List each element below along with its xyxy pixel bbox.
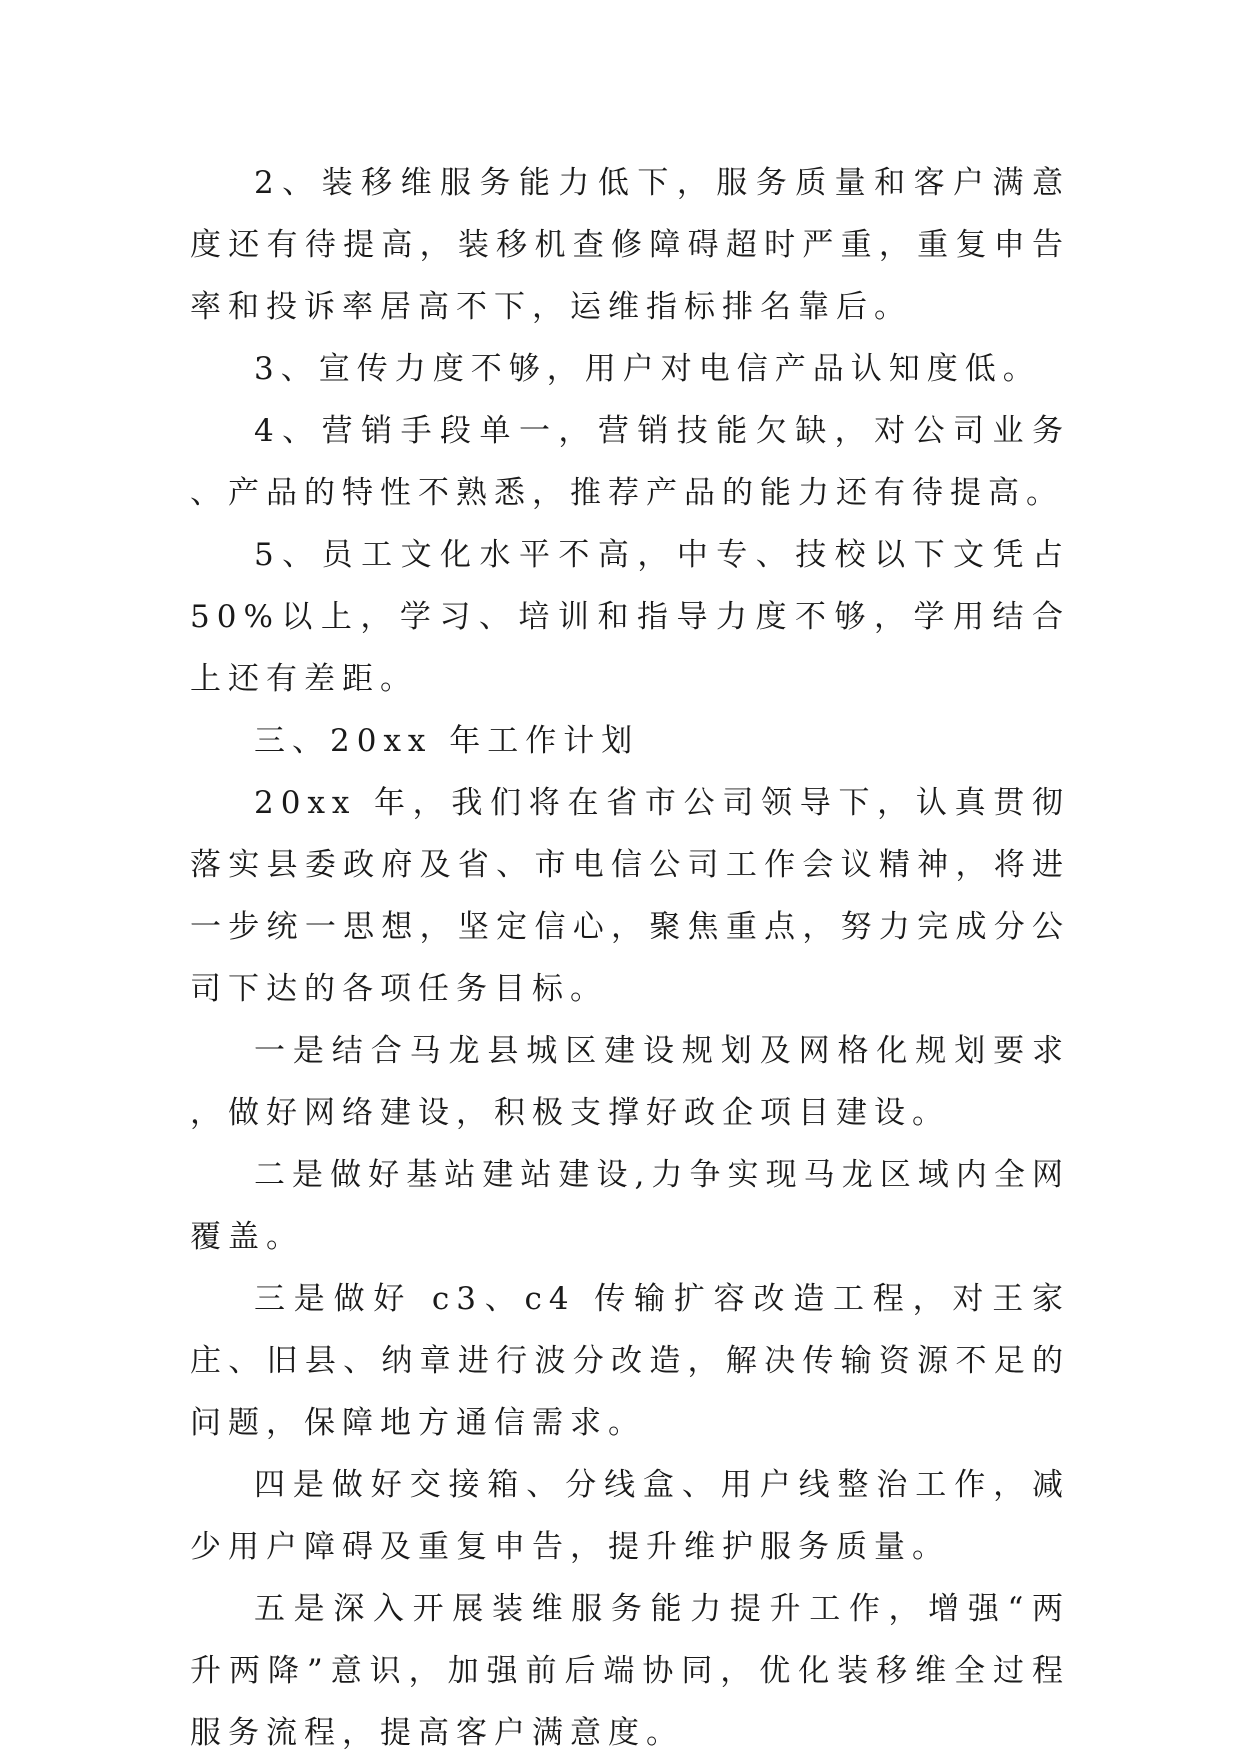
paragraph-item-5: 5、员工文化水平不高，中专、技校以下文凭占 50%以上，学习、培训和指导力度不够，学用结合上还有差距。 xyxy=(190,537,1070,697)
paragraph-plan-item-4: 四是做好交接箱、分线盒、用户线整治工作，减少用户障碍及重复申告，提升维护服务质量。 xyxy=(190,1467,1070,1565)
paragraph-item-3: 3、宣传力度不够，用户对电信产品认知度低。 xyxy=(254,351,1041,387)
paragraph-plan-item-3: 三是做好 c3、c4 传输扩容改造工程，对王家庄、旧县、纳章进行波分改造，解决传输资源不足的问题，保障地方通信需求。 xyxy=(190,1281,1070,1441)
paragraph-item-2: 2、装移维服务能力低下，服务质量和客户满意度还有待提高，装移机查修障碍超时严重，重复申告率和投诉率居高不下，运维指标排名靠后。 xyxy=(190,165,1070,325)
paragraph-item-4: 4、营销手段单一，营销技能欠缺，对公司业务、产品的特性不熟悉，推荐产品的能力还有待提高。 xyxy=(190,413,1070,511)
paragraph-plan-item-5: 五是深入开展装维服务能力提升工作，增强“两升两降”意识，加强前后端协同，优化装移维全过程服务流程，提高客户满意度。 xyxy=(190,1591,1070,1751)
paragraph-plan-item-1: 一是结合马龙县城区建设规划及网格化规划要求，做好网络建设，积极支撑好政企项目建设。 xyxy=(190,1033,1070,1131)
document-body xyxy=(190,152,1070,1764)
paragraph-plan-intro: 20xx 年，我们将在省市公司领导下，认真贯彻落实县委政府及省、市电信公司工作会议精神，将进一步统一思想，坚定信心，聚焦重点，努力完成分公司下达的各项任务目标。 xyxy=(190,785,1070,1007)
paragraph-plan-item-2: 二是做好基站建站建设,力争实现马龙区域内全网覆盖。 xyxy=(190,1157,1070,1255)
section-heading-work-plan: 三、20xx 年工作计划 xyxy=(254,723,640,759)
